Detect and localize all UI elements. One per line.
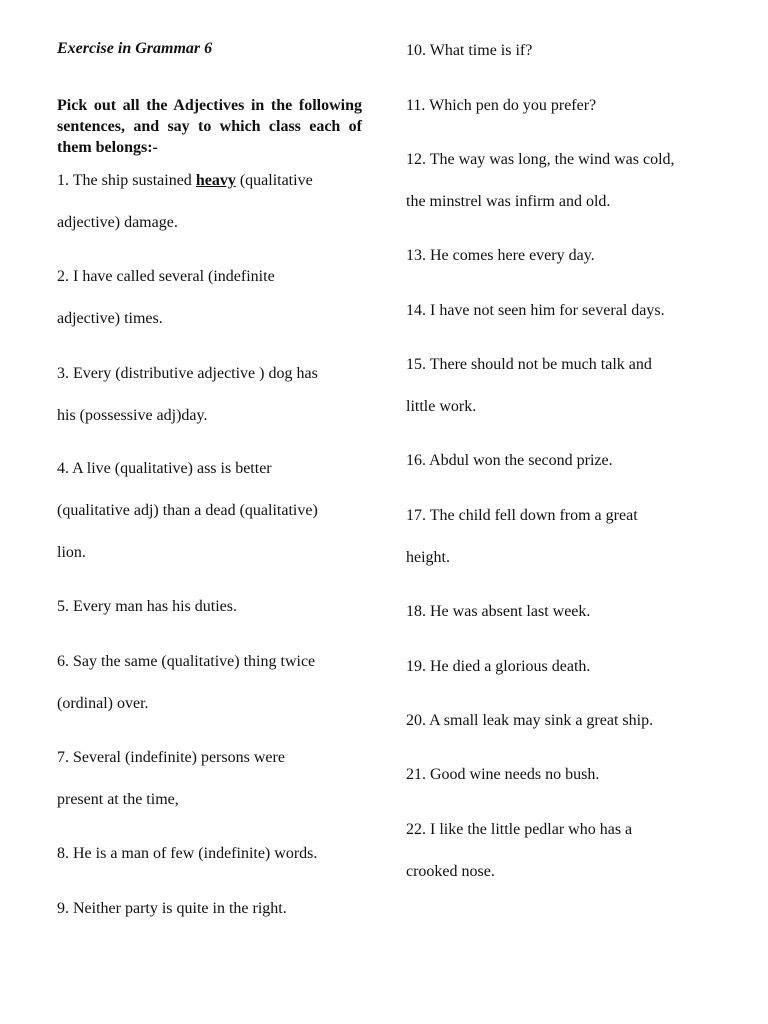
item-3: 3. Every (distributive adjective ) dog has his (possessive adj)day. — [57, 365, 318, 424]
item-2: 2. I have called several (indefinite adjective) times. — [57, 268, 275, 327]
item-5: 5. Every man has his duties. — [57, 598, 237, 615]
item-1-line-2: adjective) damage. — [57, 214, 178, 231]
exercise-title: Exercise in Grammar 6 — [57, 40, 213, 57]
item-19: 19. He died a glorious death. — [406, 658, 591, 675]
highlighted-adjective: heavy — [195, 172, 236, 189]
item-15: 15. There should not be much talk and little work. — [406, 356, 652, 415]
item-22: 22. I like the little pedlar who has a crooked nose. — [406, 821, 633, 880]
item-13: 13. He comes here every day. — [406, 247, 595, 264]
item-1-line-1: 1. The ship sustained heavy (qualitative — [57, 172, 313, 189]
item-7: 7. Several (indefinite) persons were present at the time, — [57, 749, 285, 808]
item-21: 21. Good wine needs no bush. — [406, 766, 600, 783]
item-12: 12. The way was long, the wind was cold, the minstrel was infirm and old. — [406, 151, 675, 210]
item-18: 18. He was absent last week. — [406, 603, 591, 620]
item-4: 4. A live (qualitative) ass is better (qualitative adj) than a dead (qualitative) lion. — [57, 460, 318, 561]
item-10: 10. What time is if? — [406, 42, 533, 59]
item-8: 8. He is a man of few (indefinite) words. — [57, 845, 318, 862]
item-6: 6. Say the same (qualitative) thing twice (ordinal) over. — [57, 653, 316, 712]
item-16: 16. Abdul won the second prize. — [406, 452, 613, 469]
item-9: 9. Neither party is quite in the right. — [57, 900, 287, 917]
instruction-text: Pick out all the Adjectives in the following sentences, and say to which class each of them belongs:- — [57, 97, 362, 156]
item-14: 14. I have not seen him for several days. — [406, 302, 665, 319]
item-20: 20. A small leak may sink a great ship. — [406, 712, 654, 729]
item-11: 11. Which pen do you prefer? — [406, 97, 597, 114]
item-1 — [57, 160, 313, 244]
item-17: 17. The child fell down from a great height. — [406, 507, 638, 566]
